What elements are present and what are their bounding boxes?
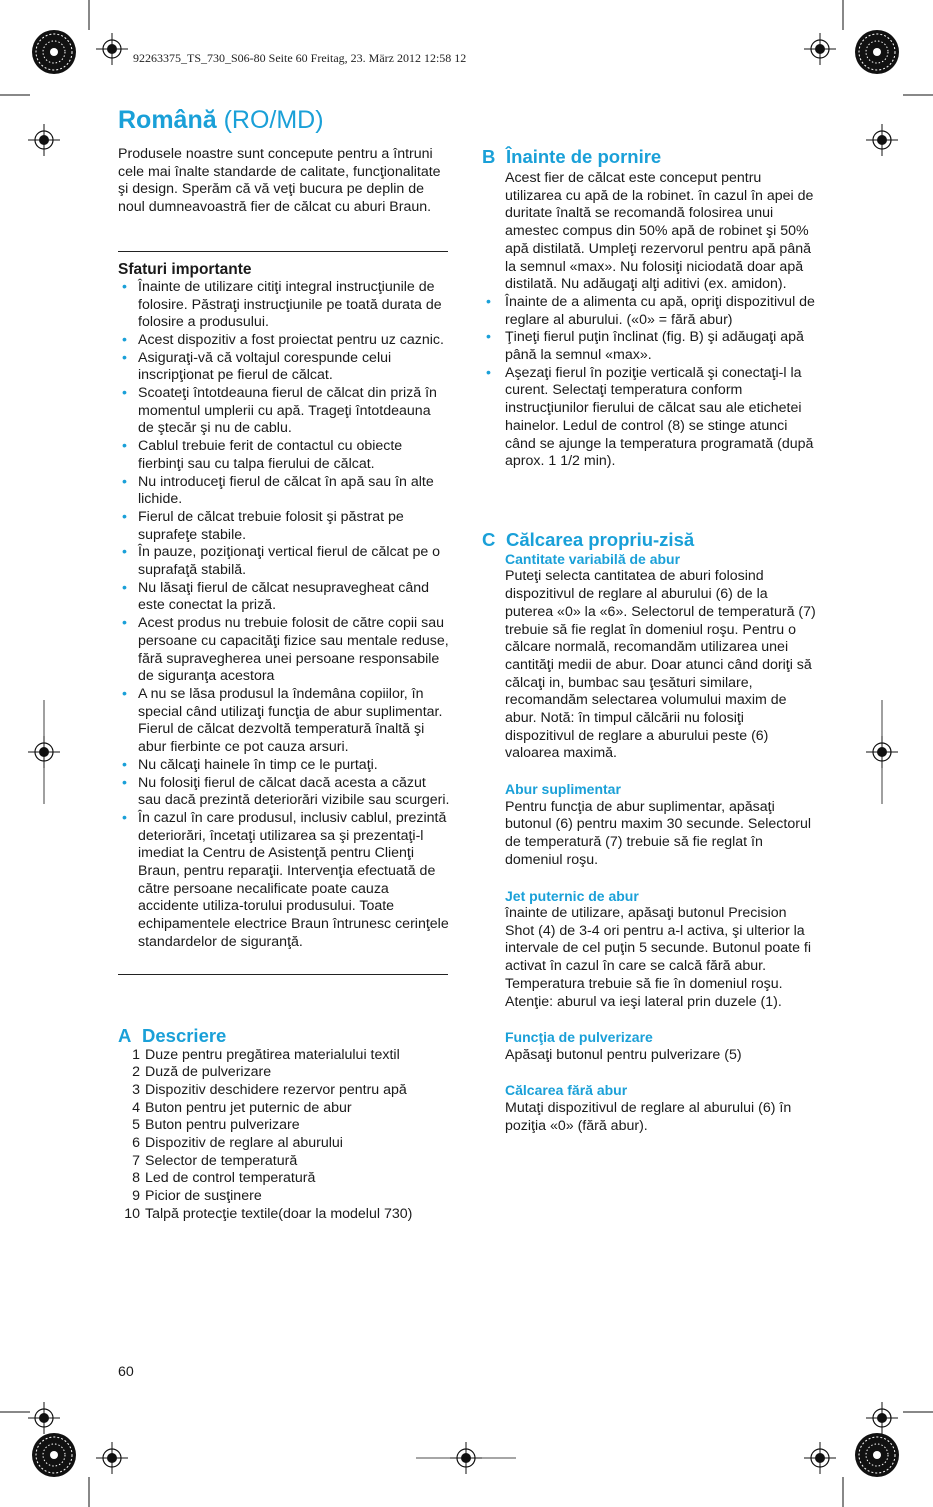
section-b-heading: B Înainte de pornire [482,146,662,167]
list-item: 8 Led de control temperatură [132,1170,316,1187]
subsection-text: Apăsaţi butonul pentru pulverizare (5) [505,1046,742,1063]
intro-paragraph: Produsele noastre sunt concepute pentru a întruni cele mai înalte standarde de calitate, funcţionalitate şi design. Sperăm că vă veţi bucura pe deplin de noul dumneavoastră fier de călcat cu aburi Braun. [118,146,441,216]
title-language: Română [118,106,217,134]
list-item: • Nu călcaţi hainele în timp ce le purtaţi. [118,757,450,775]
subsection-heading: Cantitate variabilă de abur [505,550,681,567]
section-a-heading: A Descriere [118,1024,227,1046]
section-c-body [482,551,816,1135]
subsection-heading: Abur suplimentar [505,781,621,798]
page-title [118,106,324,135]
subsection-heading: Funcţia de pulverizare [505,1029,653,1046]
list-item: • Cablul trebuie ferit de contactul cu obiecte fierbinţi sau cu talpa fierului de călcat. [118,438,450,473]
subsection-text: Puteţi selecta cantitatea de aburi folosind dispozitivul de reglare al aburului (6) de la puterea «0» la «6». Selectorul de temperatură (7) trebuie să fie reglat în domeniul roşu. Pentru o călcare normală, recomandăm utilizarea unei cantităţi medii de abur. Doar atunci când doriţi să călcaţi in, bumbac sau ţesături similare, recomandăm selectarea volumului maxim de abur. Notă: în timpul călcării nu folosiţi dispozitivul de reglare a aburului peste (6) valoarea maximă. [505,568,816,762]
page-number: 60 [118,1364,134,1380]
section-b-intro: Acest fier de călcat este conceput pentru utilizarea cu apă de la robinet. în cazul în apei de duritate înaltă se recomandă folosirea unui amestec compus din 50% apă de robinet şi 50% apă distilată. Umpleţi rezervorul pentru apă până la semnul «max». Nu folosiţi niciodată doar apă distilată. Nu adăugaţi alţi aditivi (ex. amidon). [505,170,814,293]
list-item: • Nu folosiţi fierul de călcat dacă acesta a căzut sau dacă prezintă deteriorări vizibile sau scurgeri. [118,775,450,810]
list-item: 3 Dispozitiv deschidere rezervor pentru apă [132,1081,407,1098]
section-b-list [482,294,816,471]
list-item: 10 Talpă protecţie textile(doar la modelul 730) [124,1205,413,1222]
list-item: • Înainte de a alimenta cu apă, opriţi dispozitivul de reglare al aburului. («0» = fără abur) [482,294,816,329]
list-item: 5 Buton pentru pulverizare [132,1117,300,1134]
list-item: • Nu lăsaţi fierul de călcat nesupravegheat când este conectat la priză. [118,580,450,615]
list-item: • Nu introduceţi fierul de călcat în apă sau în alte lichide. [118,474,450,509]
description-list [118,1047,450,1224]
list-item: 1 Duze pentru pregătirea materialului textil [132,1046,400,1063]
subsection-text: Pentru funcţia de abur suplimentar, apăsaţi butonul (6) pentru maxim 30 secunde. Selectorul de temperatură (7) trebuie să fie reglat în domeniul roşu. [505,798,811,868]
section-c-heading: C Călcarea propriu-zisă [482,528,695,550]
list-item: 6 Dispozitiv de reglare al aburului [132,1135,343,1152]
list-item: • Scoateţi întotdeauna fierul de călcat din priză în momentul umplerii cu apă. Trageţi întotdeauna de ştecăr şi nu de cablu. [118,385,450,438]
important-list [118,279,450,952]
left-column [118,146,450,1224]
list-item: 4 Buton pentru jet puternic de abur [132,1099,352,1116]
subsection-heading: Călcarea fără abur [505,1082,628,1099]
list-item: • Acest dispozitiv a fost proiectat pentru uz caznic. [118,332,450,350]
title-code: (RO/MD) [216,106,324,134]
list-item: • Acest produs nu trebuie folosit de către copii sau persoane cu capacităţi fizice sau mentale reduse, fără supravegherea unei persoane responsabile de siguranţa acestora [118,615,450,686]
subsection-text: Mutaţi dispozitivul de reglare al aburului (6) în poziţia «0» (fără abur). [505,1099,792,1134]
right-column [482,146,816,1135]
list-item: • Asiguraţi-vă că voltajul corespunde celui inscripţionat pe fierul de călcat. [118,350,450,385]
list-item: • Fierul de călcat trebuie folosit şi păstrat pe suprafeţe stabile. [118,509,450,544]
list-item: 2 Duză de pulverizare [132,1064,272,1081]
list-item: 7 Selector de temperatură [132,1152,298,1169]
list-item: • A nu se lăsa produsul la îndemâna copiilor, în special când utilizaţi funcţia de abur suplimentar. Fierul de călcat dezvoltă temperatură înaltă şi abur fierbinte ce pot cauza arsuri. [118,686,450,757]
list-item: • Aşezaţi fierul în poziţie verticală şi conectaţi-l la curent. Selectaţi temperatura conform instrucţiunilor fierului de călcat sau ale etichetei hainelor. Ledul de control (8) se stinge atunci când se ajunge la temperatura programată (după aprox. 1 1/2 min). [482,365,816,471]
important-heading: Sfaturi importante [118,260,252,278]
list-item: • Ţineţi fierul puţin înclinat (fig. B) şi adăugaţi apă până la semnul «max». [482,329,816,364]
list-item: 9 Picior de susţinere [132,1188,262,1205]
subsection-heading: Jet puternic de abur [505,887,639,904]
list-item: • Înainte de utilizare citiţi integral instrucţiunile de folosire. Păstraţi instrucţiunile pe toată durata de folosire a produsului. [118,279,450,332]
subsection-text: înainte de utilizare, apăsaţi butonul Precision Shot (4) de 3-4 ori pentru a-l activa, şi ulterior la intervale de cel puţin 5 secunde. Butonul poate fi activat în cazul în care se calcă fără abur. Temperatura trebuie să fie în domeniul roşu. Atenţie: aburul va ieşi lateral prin duzele (1). [505,905,812,1010]
list-item: • În pauze, poziţionaţi vertical fierul de călcat pe o suprafaţă stabilă. [118,544,450,579]
print-header: 92263375_TS_730_S06-80 Seite 60 Freitag, 23. März 2012 12:58 12 [133,51,467,65]
list-item: • În cazul în care produsul, inclusiv cablul, prezintă deteriorări, încetaţi utilizarea sa şi prezentaţi-l imediat la Centru de Asistenţă pentru Clienţi Braun, pentru reparaţii. Intervenţia efectuată de către persoane necalificate poate cauza accidente utiliza-torului produsului. Toate echipamentele electrice Braun întrunesc cerinţele standardelor de siguranţă. [118,810,450,952]
